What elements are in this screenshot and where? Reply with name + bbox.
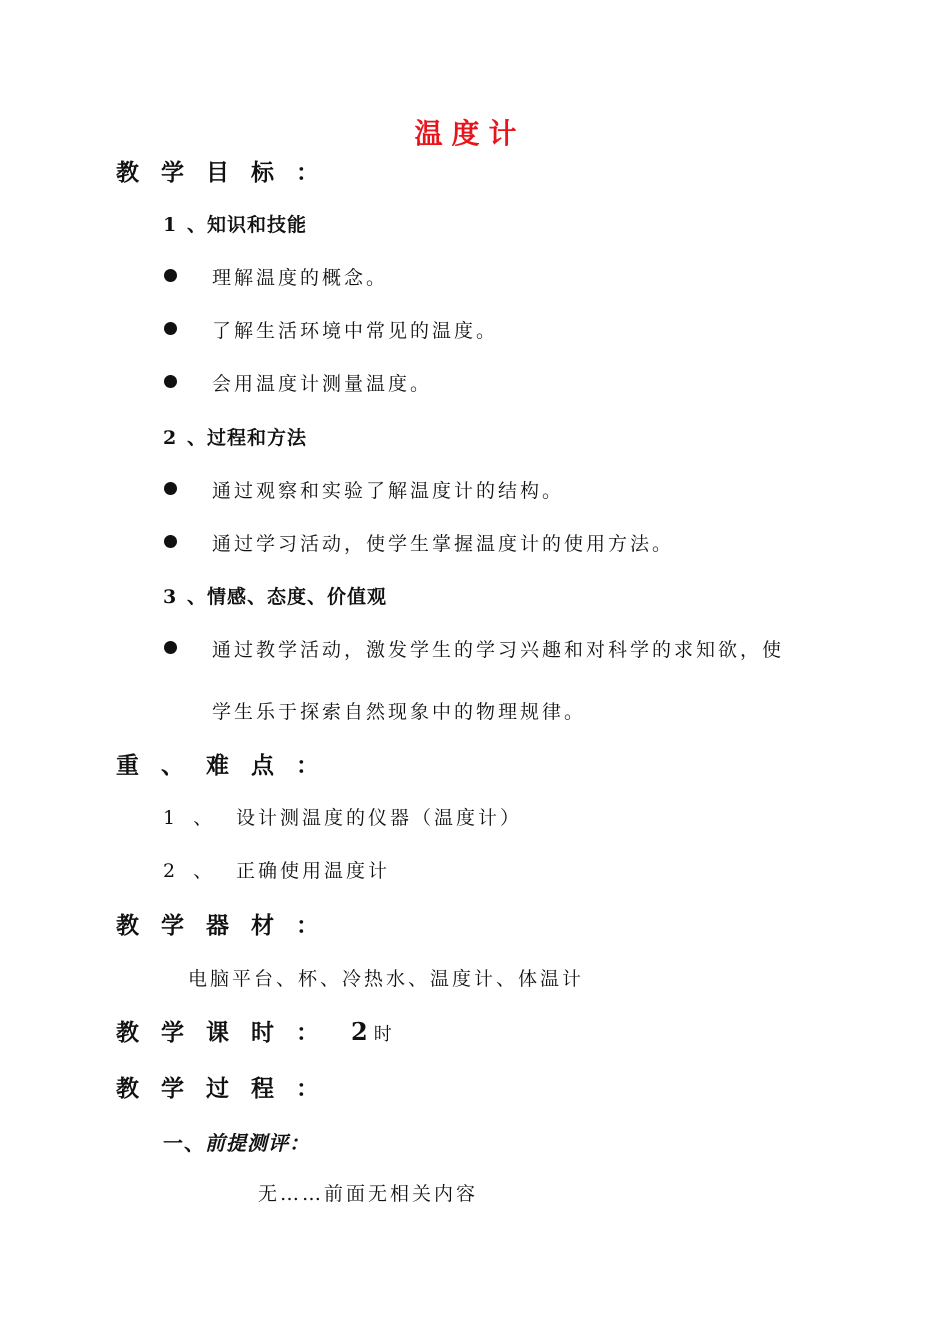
heading-hours bbox=[116, 1014, 392, 1047]
key-point-item bbox=[163, 803, 522, 830]
bullet-icon bbox=[164, 535, 177, 548]
bullet-icon bbox=[164, 641, 177, 654]
group-label: 、情感、态度、价值观 bbox=[187, 586, 388, 608]
group-number: 2 bbox=[163, 427, 178, 449]
bullet-item: 理解温度的概念。 bbox=[212, 267, 389, 289]
equipment-text: 电脑平台、杯、冷热水、温度计、体温计 bbox=[188, 968, 585, 990]
bullet-item-continuation: 学生乐于探索自然现象中的物理规律。 bbox=[212, 701, 587, 723]
group-number: 1 bbox=[163, 214, 178, 236]
heading-objectives: 教学目标： bbox=[116, 159, 341, 186]
bullet-icon bbox=[164, 322, 177, 335]
item-number: 1 、 bbox=[163, 807, 219, 829]
bullet-item: 通过学习活动，使学生掌握温度计的使用方法。 bbox=[212, 533, 675, 555]
group-label: 、知识和技能 bbox=[187, 214, 308, 236]
objective-group-1 bbox=[163, 210, 307, 237]
bullet-icon bbox=[164, 482, 177, 495]
bullet-icon bbox=[164, 375, 177, 388]
bullet-item: 了解生活环境中常见的温度。 bbox=[212, 320, 499, 342]
objective-group-2 bbox=[163, 423, 307, 450]
bullet-icon bbox=[164, 269, 177, 282]
hours-label: 教学课时： bbox=[116, 1019, 341, 1046]
key-point-item bbox=[163, 856, 390, 883]
item-text: 设计测温度的仪器（温度计） bbox=[236, 807, 523, 829]
heading-equipment: 教学器材： bbox=[116, 912, 341, 939]
process-step-1 bbox=[163, 1127, 310, 1156]
heading-key-points: 重、难点： bbox=[116, 752, 341, 779]
heading-process: 教学过程： bbox=[116, 1075, 341, 1102]
hours-unit: 时 bbox=[373, 1024, 392, 1045]
hours-value: 2 bbox=[351, 1017, 368, 1046]
step-1-text: 无……前面无相关内容 bbox=[258, 1183, 479, 1205]
bullet-item: 会用温度计测量温度。 bbox=[212, 373, 433, 395]
item-number: 2 、 bbox=[163, 860, 219, 882]
bullet-item: 通过观察和实验了解温度计的结构。 bbox=[212, 480, 565, 502]
page-title: 温度计 bbox=[414, 117, 526, 150]
objective-group-3 bbox=[163, 582, 387, 609]
group-number: 3 bbox=[163, 586, 178, 608]
bullet-item: 通过教学活动，激发学生的学习兴趣和对科学的求知欲，使 bbox=[212, 639, 785, 661]
group-label: 、过程和方法 bbox=[187, 427, 308, 449]
step-label: 前提测评： bbox=[205, 1131, 310, 1155]
step-prefix: 一、 bbox=[163, 1131, 205, 1155]
item-text: 正确使用温度计 bbox=[236, 860, 391, 882]
